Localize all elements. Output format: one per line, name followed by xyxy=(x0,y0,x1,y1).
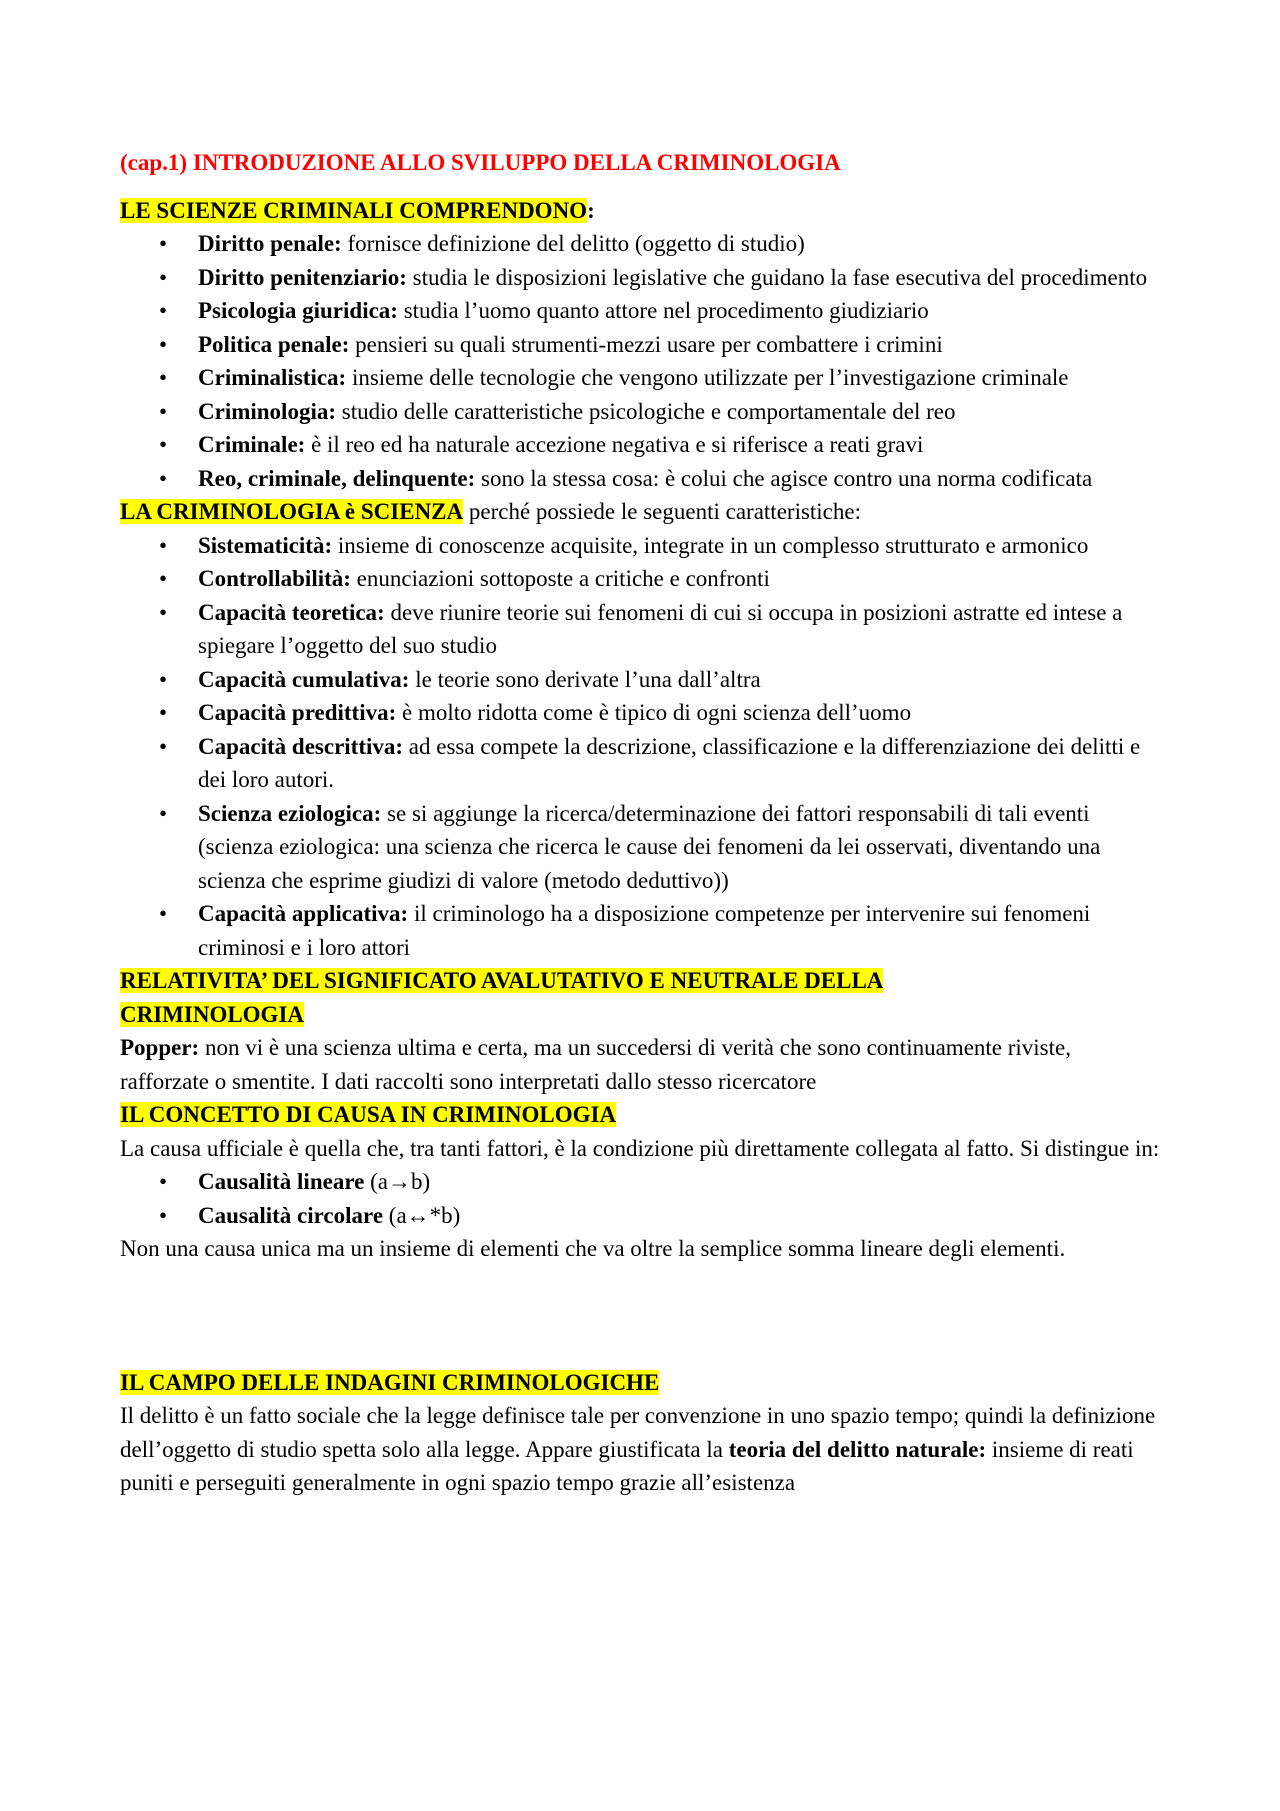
section-heading: IL CAMPO DELLE INDAGINI CRIMINOLOGICHE xyxy=(120,1369,660,1395)
list-item xyxy=(120,897,1165,964)
item-term: Criminale: xyxy=(198,432,306,457)
section-heading-line1: RELATIVITA’ DEL SIGNIFICATO AVALUTATIVO E NEUTRALE DELLA xyxy=(120,968,884,993)
item-term: Scienza eziologica: xyxy=(198,800,382,826)
list-item xyxy=(120,361,1165,395)
item-term: Diritto penitenziario: xyxy=(198,264,407,290)
list-item xyxy=(120,328,1165,362)
item-text: studia le disposizioni legislative che guidano la fase esecutiva del procedimento xyxy=(406,264,1148,290)
popper-term: Popper: xyxy=(120,1035,200,1060)
bullet-list-scienze xyxy=(120,227,1165,495)
list-item xyxy=(120,428,1165,462)
list-item xyxy=(120,663,1165,697)
list-item xyxy=(120,294,1165,328)
item-text: enunciazioni sottoposte a critiche e confronti xyxy=(350,566,770,591)
section-campo-indagini xyxy=(120,1366,1165,1400)
item-term: Capacità descrittiva: xyxy=(198,733,404,759)
item-text: studio delle caratteristiche psicologiche e comportamentale del reo xyxy=(336,398,956,424)
item-text: deve riunire teorie sui fenomeni di cui si occupa in posizioni astratte ed intese a spiegare l’oggetto del suo studio xyxy=(198,599,1123,658)
list-item xyxy=(120,227,1165,261)
list-item xyxy=(120,1199,1165,1233)
item-text: sono la stessa cosa: è colui che agisce contro una norma codificata xyxy=(475,465,1093,491)
popper-paragraph xyxy=(120,1031,1165,1098)
blank-gap xyxy=(120,1266,1165,1366)
list-item xyxy=(120,730,1165,797)
list-item xyxy=(120,395,1165,429)
causa-outro: Non una causa unica ma un insieme di elementi che va oltre la semplice somma lineare degli elementi. xyxy=(120,1236,1066,1261)
campo-bold: teoria del delitto naturale: xyxy=(728,1436,987,1462)
item-term: Capacità predittiva: xyxy=(198,700,397,725)
item-text: ad essa compete la descrizione, classificazione e la differenziazione dei delitti e dei loro autori. xyxy=(198,733,1141,792)
item-term: Causalità lineare xyxy=(198,1169,365,1194)
item-text: insieme delle tecnologie che vengono utilizzate per l’investigazione criminale xyxy=(346,365,1069,390)
section-heading: LE SCIENZE CRIMINALI COMPRENDONO xyxy=(120,197,588,223)
item-text: insieme di conoscenze acquisite, integrate in un complesso strutturato e armonico xyxy=(332,532,1089,558)
item-text: le teorie sono derivate l’una dall’altra xyxy=(409,666,761,692)
popper-text: non vi è una scienza ultima e certa, ma un succedersi di verità che sono continuamente riviste, rafforzate o smentite. I dati raccolti sono interpretati dallo stesso ricercatore xyxy=(120,1035,1071,1094)
section-criminologia-scienza xyxy=(120,495,1165,529)
item-term: Controllabilità: xyxy=(198,566,351,591)
item-text: è il reo ed ha naturale accezione negativa e si riferisce a reati gravi xyxy=(305,432,924,457)
list-item xyxy=(120,1165,1165,1199)
item-term: Sistematicità: xyxy=(198,532,333,558)
campo-text-2: insieme di reati puniti e perseguiti generalmente in ogni spazio tempo grazie all’esistenza xyxy=(120,1436,1134,1495)
item-text: se si aggiunge la ricerca/determinazione dei fattori responsabili di tali eventi (scienza eziologica: una scienza che ricerca le cause dei fenomeni da lei osservati, diventando una scienza che esprime giudizi di valore (metodo deduttivo)) xyxy=(198,800,1101,893)
chapter-title: (cap.1) INTRODUZIONE ALLO SVILUPPO DELLA CRIMINOLOGIA xyxy=(120,150,841,175)
item-text: (a↔*b) xyxy=(383,1202,461,1228)
item-term: Criminologia: xyxy=(198,398,336,424)
bullet-list-causalita xyxy=(120,1165,1165,1232)
section-relativita xyxy=(120,964,1165,998)
list-item xyxy=(120,261,1165,295)
list-item xyxy=(120,562,1165,596)
list-item xyxy=(120,529,1165,563)
section-concetto-causa xyxy=(120,1098,1165,1132)
item-term: Psicologia giuridica: xyxy=(198,298,398,323)
item-term: Criminalistica: xyxy=(198,365,347,390)
list-item xyxy=(120,797,1165,898)
campo-paragraph xyxy=(120,1399,1165,1500)
bullet-list-caratteristiche xyxy=(120,529,1165,965)
item-text: (a→b) xyxy=(364,1169,431,1194)
section-heading: IL CONCETTO DI CAUSA IN CRIMINOLOGIA xyxy=(120,1102,617,1127)
item-term: Capacità applicativa: xyxy=(198,901,409,926)
list-item xyxy=(120,596,1165,663)
section-heading-line2: CRIMINOLOGIA xyxy=(120,1001,305,1027)
section-heading: LA CRIMINOLOGIA è SCIENZA xyxy=(120,499,464,524)
section-relativita-line2 xyxy=(120,998,1165,1032)
item-text: il criminologo ha a disposizione competenze per intervenire sui fenomeni criminosi e i loro attori xyxy=(198,901,1091,960)
causa-intro: La causa ufficiale è quella che, tra tanti fattori, è la condizione più direttamente collegata al fatto. Si distingue in: xyxy=(120,1135,1160,1161)
item-term: Reo, criminale, delinquente: xyxy=(198,465,476,491)
item-term: Politica penale: xyxy=(198,331,350,357)
item-term: Capacità cumulativa: xyxy=(198,666,410,692)
list-item xyxy=(120,462,1165,496)
list-item xyxy=(120,696,1165,730)
item-term: Capacità teoretica: xyxy=(198,599,385,625)
item-term: Diritto penale: xyxy=(198,231,342,256)
item-term: Causalità circolare xyxy=(198,1202,384,1228)
document-content xyxy=(120,146,1165,1500)
campo-text-1: Il delitto è un fatto sociale che la legge definisce tale per convenzione in uno spazio tempo; quindi la definizione dell’oggetto di studio spetta solo alla legge. Appare giustificata la xyxy=(120,1403,1156,1462)
item-text: pensieri su quali strumenti-mezzi usare per combattere i crimini xyxy=(349,331,943,357)
heading-colon: : xyxy=(587,197,595,223)
item-text: fornisce definizione del delitto (oggetto di studio) xyxy=(341,231,805,256)
section-scienze-criminali xyxy=(120,194,1165,228)
item-text: è molto ridotta come è tipico di ogni scienza dell’uomo xyxy=(396,700,912,725)
section-heading-tail: perché possiede le seguenti caratteristiche: xyxy=(463,499,861,524)
item-text: studia l’uomo quanto attore nel procedimento giudiziario xyxy=(397,298,929,323)
